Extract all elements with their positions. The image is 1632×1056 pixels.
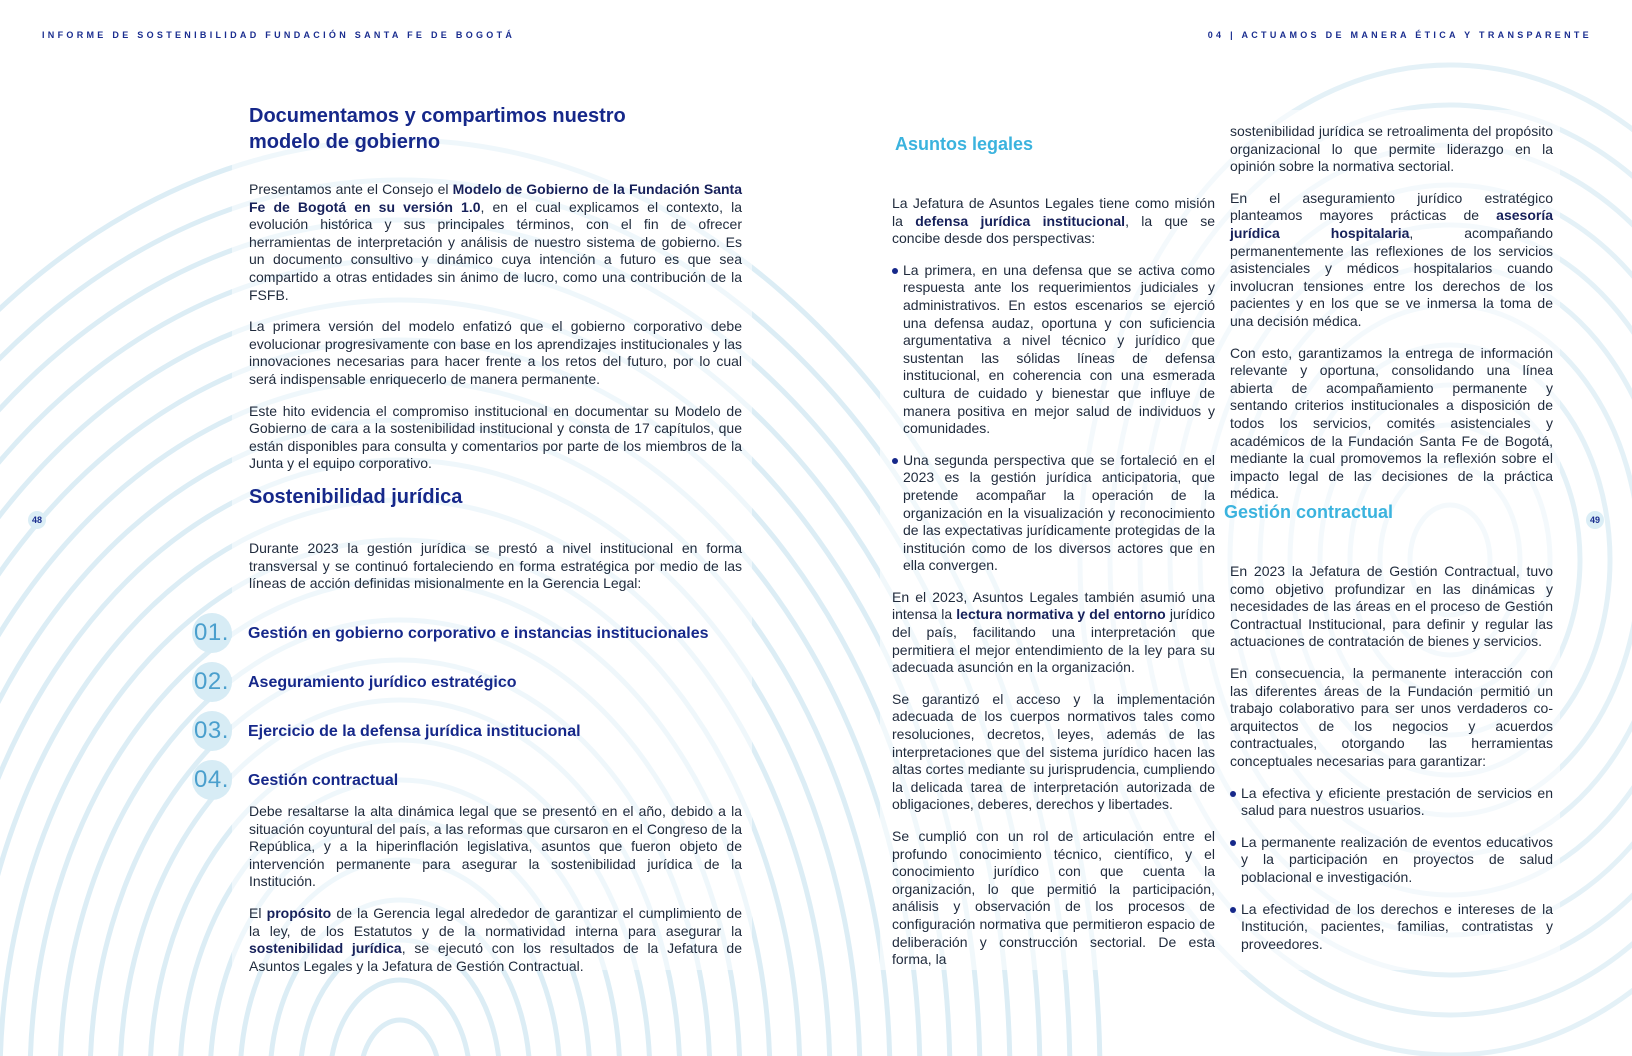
- column-two-upper: [1230, 123, 1553, 517]
- paragraph-gestion-juridica: Durante 2023 la gestión jurídica se prestó a nivel institucional en forma transversal y se continuó fortaleciendo en forma estratégica por medio de las líneas de acción definidas misionalmente en la Gerencia Legal:: [249, 540, 742, 592]
- paragraph-lectura-normativa: En el 2023, Asuntos Legales también asumió una intensa la lectura normativa y del entorno jurídico del país, facilitando una interpretación que permitiera el mejor entendimiento de la ley para su adecuada asunción en la organización.: [892, 588, 1215, 676]
- left-page-title-block: [249, 103, 669, 155]
- section-title-asuntos-legales: Asuntos legales: [895, 134, 1034, 154]
- section-title-block: [249, 484, 669, 510]
- column-two-lower: [1230, 563, 1553, 967]
- asuntos-legales-column: [892, 195, 1215, 983]
- closing-paragraphs: [249, 803, 742, 989]
- section-intro: [249, 540, 742, 607]
- intro-paragraphs: [249, 181, 742, 487]
- asuntos-legales-title-block: [895, 134, 1195, 155]
- perspectivas-list: [892, 262, 1215, 575]
- action-line-04: [192, 760, 752, 800]
- action-line-02: [192, 662, 752, 702]
- gestion-contractual-title-block: [1224, 502, 1524, 523]
- page-number-left: 48: [28, 511, 46, 529]
- paragraph-primera-version: La primera versión del modelo enfatizó que el gobierno corporativo debe evolucionar progresivamente con base en los aprendizajes institucionales y las innovaciones necesarias para hacer frente a los retos del futuro, por lo cual será indispensable enriquecerlo de manera permanente.: [249, 318, 742, 387]
- action-line-label: Gestión en gobierno corporativo e instancias institucionales: [248, 625, 709, 642]
- paragraph-modelo-gobierno: Presentamos ante el Consejo el Modelo de Gobierno de la Fundación Santa Fe de Bogotá en su versión 1.0, en el cual explicamos el contexto, la evolución histórica y sus principales términos, con el fin de ofrecer herramientas de interpretación y análisis de nuestro sistema de gobierno. Es un documento consultivo y dinámico cuya intención a futuro es que sea compartido a otras entidades sin ánimo de lucro, como una contribución de la FSFB.: [249, 181, 742, 303]
- garantias-list: [1230, 785, 1553, 954]
- page-number-right: 49: [1586, 511, 1604, 529]
- number-circle: 01.: [192, 613, 232, 653]
- paragraph-articulacion: Se cumplió con un rol de articulación entre el profundo conocimiento técnico, científico, y el conocimiento jurídico con que cuenta la organización, lo que permitió la participación, análisis y observación de los procesos de configuración normativa que permitieron espacio de deliberación y construcción sectorial. De esta forma, la: [892, 828, 1215, 968]
- number-circle: 02.: [192, 662, 232, 702]
- list-item: La efectividad de los derechos e intereses de la Institución, pacientes, familias, contratistas y proveedores.: [1230, 901, 1553, 954]
- section-title-sostenibilidad-juridica: Sostenibilidad jurídica: [249, 486, 463, 508]
- running-header-left: INFORME DE SOSTENIBILIDAD FUNDACIÓN SANTA FE DE BOGOTÁ: [42, 30, 516, 40]
- paragraph-proposito: El propósito de la Gerencia legal alrededor de garantizar el cumplimiento de la ley, de los Estatutos y de la normatividad interna para asegurar la sostenibilidad jurídica, se ejecutó con los resultados de la Jefatura de Asuntos Legales y la Jefatura de Gestión Contractual.: [249, 904, 743, 974]
- action-line-01: [192, 613, 752, 653]
- action-line-03: [192, 711, 752, 751]
- list-item: La permanente realización de eventos educativos y la participación en proyectos de salud poblacional e investigación.: [1230, 834, 1553, 887]
- paragraph-continuacion: sostenibilidad jurídica se retroalimenta del propósito organizacional lo que permite liderazgo en la opinión sobre la normativa sectorial.: [1230, 123, 1553, 175]
- page-title: Documentamos y compartimos nuestro modelo de gobierno: [249, 105, 626, 153]
- paragraph-informacion-relevante: Con esto, garantizamos la entrega de información relevante y oportuna, consolidando una línea abierta de acompañamiento permanente y sentando criterios institucionales a disposición de todos los servicios, comités asistenciales y académicos de la Fundación Santa Fe de Bogotá, mediante la cual promovemos la reflexión sobre el impacto legal de las decisiones de la práctica médica.: [1230, 344, 1553, 502]
- number-circle: 04.: [192, 760, 232, 800]
- action-line-label: Aseguramiento jurídico estratégico: [248, 674, 517, 691]
- number-circle: 03.: [192, 711, 232, 751]
- paragraph-dinamica-legal: Debe resaltarse la alta dinámica legal que se presentó en el año, debido a la situación coyuntural del país, a las reformas que cursaron en el Congreso de la República, y a la hiperinflación legislativa, asuntos que fueron objeto de intervención permanente para asegurar la sostenibilidad jurídica de la Institución.: [249, 803, 742, 890]
- list-item: La primera, en una defensa que se activa como respuesta ante los requerimientos judiciales y administrativos. En estos escenarios se ejerció una defensa audaz, oportuna y con suficiencia argumentativa a nivel técnico y jurídico que sustentan las sólidas líneas de defensa institucional, en coherencia con una esmerada cultura de cuidado y bienestar que influye de manera positiva en mejor salud de individuos y comunidades.: [892, 262, 1215, 438]
- paragraph-hito: Este hito evidencia el compromiso institucional en documentar su Modelo de Gobierno de cara a la sostenibilidad institucional y consta de 17 capítulos, que están disponibles para consulta y comentarios por parte de los miembros de la Junta y el equipo corporativo.: [249, 402, 742, 472]
- paragraph-asesoria-hospitalaria: En el aseguramiento jurídico estratégico planteamos mayores prácticas de asesoría jurídica hospitalaria, acompañando permanentemente las reflexiones de los servicios asistenciales y médicos hospitalarios cuando involucran tensiones entre los derechos de los pacientes y en los que se ve inmersa la toma de una decisión médica.: [1230, 189, 1553, 329]
- list-item: La efectiva y eficiente prestación de servicios en salud para nuestros usuarios.: [1230, 785, 1553, 820]
- paragraph-jefatura-contractual: En 2023 la Jefatura de Gestión Contractual, tuvo como objetivo profundizar en las dinámicas y necesidades de las áreas en el proceso de Gestión Contractual Institucional, para definir y regular las actuaciones de contratación de bienes y servicios.: [1230, 563, 1553, 650]
- paragraph-acceso-normativo: Se garantizó el acceso y la implementación adecuada de los cuerpos normativos tales como resoluciones, decretos, leyes, además de las interpretaciones que del sistema jurídico hacen las altas cortes mediante su jurisprudencia, cumpliendo la delicada tarea de interpretación autorizada de obligaciones, deberes, derechos y libertades.: [892, 690, 1215, 813]
- section-title-gestion-contractual: Gestión contractual: [1224, 502, 1394, 522]
- action-line-label: Gestión contractual: [248, 772, 399, 789]
- action-line-label: Ejercicio de la defensa jurídica institucional: [248, 723, 581, 740]
- paragraph-interaccion: En consecuencia, la permanente interacción con las diferentes áreas de la Fundación permitió un trabajo colaborativo para ser unos verdaderos co-arquitectos de los negocios y acuerdos contractuales, otorgando las herramientas conceptuales necesarias para garantizar:: [1230, 664, 1553, 769]
- paragraph-mision: La Jefatura de Asuntos Legales tiene como misión la defensa jurídica institucional, la que se concibe desde dos perspectivas:: [892, 195, 1215, 247]
- running-header-right: 04 | ACTUAMOS DE MANERA ÉTICA Y TRANSPARENTE: [1207, 30, 1592, 40]
- list-item: Una segunda perspectiva que se fortaleció en el 2023 es la gestión jurídica anticipatoria, que pretende acompañar la operación de la organización en la visualización y reconocimiento de las expectativas jurídicamente protegidas de la institución como de los diversos actores que en ella convergen.: [892, 452, 1215, 575]
